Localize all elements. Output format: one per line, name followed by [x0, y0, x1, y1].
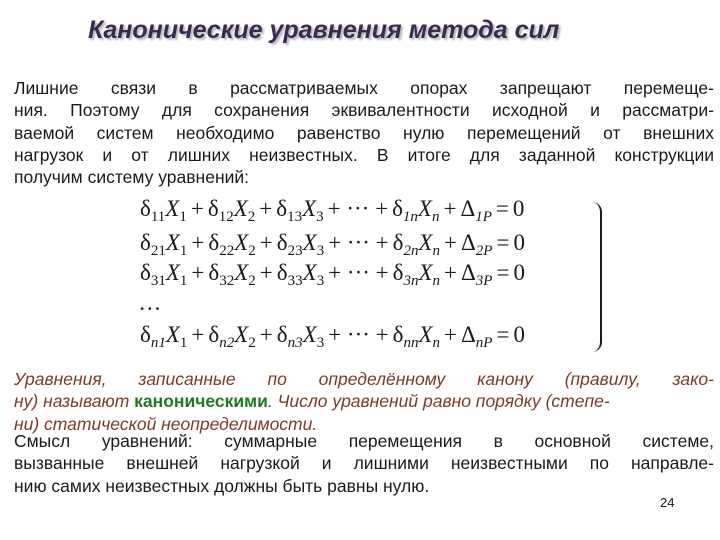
text-line: Лишние связи в рассматриваемых опорах запрещают перемеще- — [14, 78, 714, 98]
equation-row-n: $\delta_{n1}X_1 + \delta_{n2}X_2 + \delta_{n3}X_3$ + ··· + $\delta_{nn}X_n + \Delta_{nP} = 0$ — [140, 322, 525, 351]
text-line: нагрузок и от лишних неизвестных. В итоге для заданной конструкции — [14, 144, 714, 165]
page-number: 24 — [660, 495, 675, 510]
paragraph-intro — [14, 77, 714, 188]
equation-ellipsis: … — [140, 290, 161, 315]
text-line: ни) статической неопределимости. — [14, 413, 318, 434]
text-line: Смысл уравнений: суммарные перемещения в основной системе, — [14, 431, 714, 451]
text-segment: ну) называют — [14, 391, 135, 412]
equation-brace — [592, 202, 602, 352]
text-line: получим систему уравнений: — [14, 167, 250, 188]
text-line: ния. Поэтому для сохранения эквивалентности исходной и рассматри- — [14, 100, 714, 121]
text-line — [14, 390, 714, 412]
paragraph-definition — [14, 368, 714, 435]
highlighted-term: каноническими — [134, 391, 268, 412]
equation-row-3: $\delta_{31}X_1 + \delta_{32}X_2 + \delta_{33}X_3$ + ··· + $\delta_{3n}X_n + \Delta_{3P} = 0$ — [140, 260, 525, 289]
text-segment: . Число уравнений равно порядку (степе- — [267, 391, 610, 412]
equation-row-1: $\delta_{11}X_1 + \delta_{12}X_2 + \delta_{13}X_3$ + ··· + $\delta_{1n}X_n + \Delta_{1P} = 0$ — [140, 196, 525, 225]
paragraph-meaning — [14, 430, 714, 497]
text-line: ваемой систем необходимо равенство нулю перемещений от внешних — [14, 122, 714, 143]
text-line: вызванные внешней нагрузкой и лишними неизвестными по направле- — [14, 453, 714, 474]
text-line: Уравнения, записанные по определённому канону (правилу, зако- — [14, 369, 714, 389]
equation-row-2: $\delta_{21}X_1 + \delta_{22}X_2 + \delta_{23}X_3$ + ··· + $\delta_{2n}X_n + \Delta_{2P} = 0$ — [140, 230, 525, 259]
slide-title: Канонические уравнения метода сил — [88, 16, 560, 44]
text-line: нию самих неизвестных должны быть равны нулю. — [14, 475, 430, 496]
